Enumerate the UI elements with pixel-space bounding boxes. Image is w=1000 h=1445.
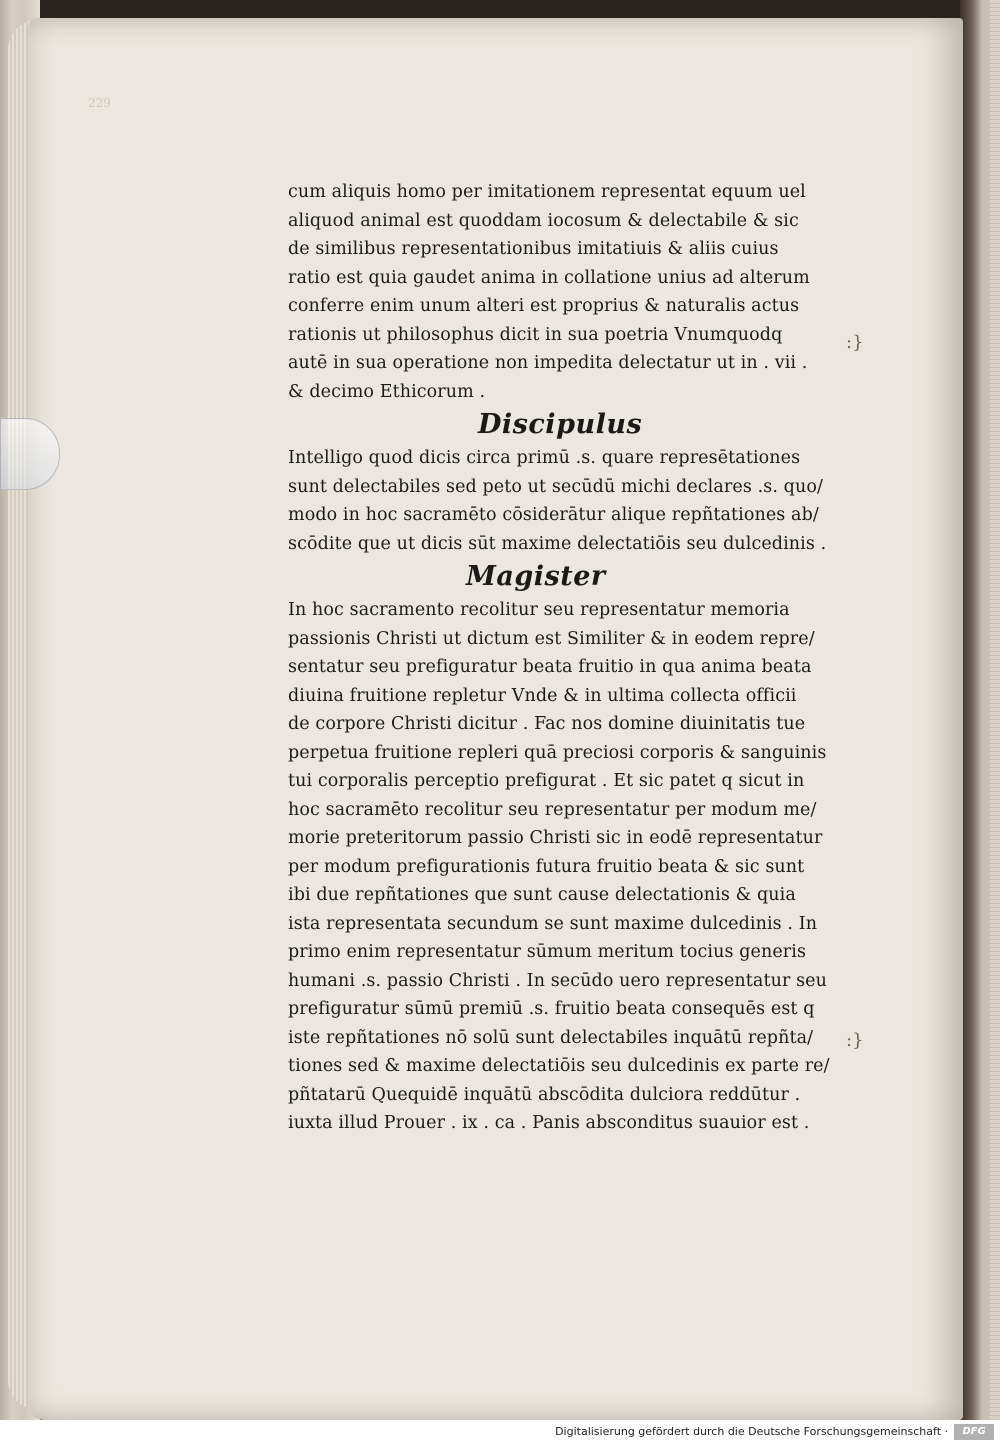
text-line: iste repñtationes nō solū sunt delectabiles inquātū repñta/ — [288, 1027, 814, 1048]
text-line: humani .s. passio Christi . In secūdo uero representatur seu — [288, 970, 827, 991]
text-line: cum aliquis homo per imitationem representat equum uel — [288, 182, 806, 202]
text-line: iuxta illud Prouer . ix . ca . Panis absconditus suauior est . — [288, 1113, 810, 1133]
page-edge-strip — [990, 0, 1000, 1420]
heading-magister: Magister — [466, 561, 606, 592]
dfg-logo: DFG — [954, 1424, 994, 1440]
text-line: modo in hoc sacramēto cōsiderātur alique repñtationes ab/ — [288, 505, 819, 525]
text-line: tui corporalis perceptio prefigurat . Et sic patet q sicut in — [288, 771, 805, 791]
text-line: scōdite que ut dicis sūt maxime delectatiōis seu dulcedinis . — [288, 533, 827, 554]
text-line: hoc sacramēto recolitur seu representatur per modum me/ — [288, 799, 817, 820]
text-line: pñtatarū Quequidē inquātū abscōdita dulciora reddūtur . — [288, 1084, 801, 1105]
text-line: sentatur seu prefiguratur beata fruitio in qua anima beata — [288, 657, 812, 677]
book-right-edge — [960, 0, 1000, 1420]
text-line: diuina fruitione repletur Vnde & in ultima collecta officii — [288, 685, 797, 706]
text-line: perpetua fruitione repleri quā preciosi corporis & sanguinis — [288, 742, 827, 763]
text-line: per modum prefigurationis futura fruitio beata & sic sunt — [288, 856, 805, 877]
margin-mark: :} — [846, 332, 864, 353]
text-line: primo enim representatur sūmum meritum tocius generis — [288, 942, 807, 962]
text-line: tiones sed & maxime delectatiōis seu dulcedinis ex parte re/ — [288, 1056, 830, 1076]
paragraph-magister — [288, 596, 848, 1138]
text-line: ista representata secundum se sunt maxime dulcedinis . In — [288, 913, 818, 934]
text-line: de corpore Christi dicitur . Fac nos domine diuinitatis tue — [288, 714, 806, 734]
text-line: ratio est quia gaudet anima in collatione unius ad alterum — [288, 267, 810, 288]
text-line: & decimo Ethicorum . — [288, 381, 486, 402]
margin-mark: :} — [846, 1030, 864, 1051]
text-line: In hoc sacramento recolitur seu representatur memoria — [288, 600, 790, 620]
text-line: autē in sua operatione non impedita delectatur ut in . vii . — [288, 353, 808, 373]
text-line: ibi due repñtationes que sunt cause delectationis & quia — [288, 885, 796, 905]
heading-discipulus: Discipulus — [478, 409, 643, 440]
text-line: passionis Christi ut dictum est Similiter & in eodem repre/ — [288, 628, 815, 649]
text-block — [288, 178, 848, 1138]
text-line: prefiguratur sūmū premiū .s. fruitio beata consequēs est q — [288, 999, 815, 1019]
text-line: morie preteritorum passio Christi sic in eodē representatur — [288, 828, 823, 848]
page-number: 229 — [88, 96, 111, 110]
footer-bar — [0, 1420, 1000, 1445]
text-line: conferre enim unum alteri est proprius & naturalis actus — [288, 296, 800, 316]
footer-credit: Digitalisierung gefördert durch die Deutsche Forschungsgemeinschaft · — [555, 1425, 948, 1438]
text-line: aliquod animal est quoddam iocosum & delectabile & sic — [288, 210, 799, 231]
text-line: rationis ut philosophus dicit in sua poetria Vnumquodq — [288, 324, 783, 345]
text-line: de similibus representationibus imitatiuis & aliis cuius — [288, 239, 779, 259]
text-line: sunt delectabiles sed peto ut secūdū michi declares .s. quo/ — [288, 476, 823, 497]
paragraph-intro — [288, 178, 848, 406]
paragraph-discipulus — [288, 444, 848, 558]
text-line: Intelligo quod dicis circa primū .s. quare represētationes — [288, 448, 801, 468]
